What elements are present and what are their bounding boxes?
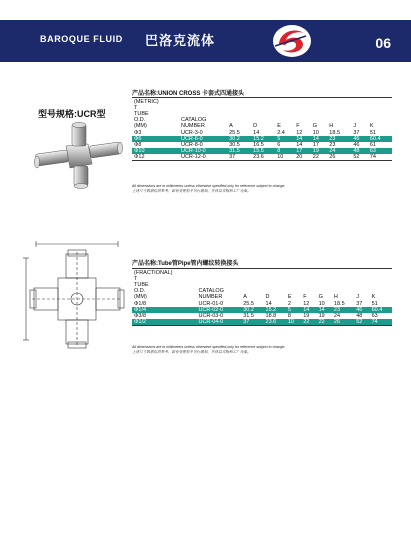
header-stripe [0,17,411,20]
dimension-cell: 52 [354,319,369,326]
table2-note-cn: 上述尺寸数据仅供参考，如有变更恕不另行通知，具体以实物和工厂为准。 [132,350,251,354]
table1-body [132,130,392,161]
dimension-cell: 23.6 [264,319,286,326]
dimension-cell: 74 [370,319,392,326]
col-header: G [312,123,318,129]
dimension-cell: 23 [327,136,351,142]
dimension-cell: 22 [301,319,316,326]
dimension-cell: 61 [369,142,376,148]
catalog-number-cell: UCR-12-0 [179,154,227,161]
page-number: 06 [375,35,391,51]
tube-od-cell: Φ12 [132,154,179,161]
dimension-cell: 19 [311,148,328,154]
dimension-cell: 30.2 [227,136,251,142]
dimension-cell: 22 [317,319,332,326]
dimension-cell: 14 [317,307,332,313]
catalog-header: CATALOG NUMBER [198,288,224,300]
dimension-cell: 19 [303,313,310,319]
col-header: A [229,123,233,129]
table1-note-en: All dimensions are in millimeters unless otherwise specified,only for reference subject to change. [132,184,286,188]
col-header: K [369,123,374,129]
dimension-cell: 16.5 [253,142,264,148]
col-header: D [253,123,258,129]
dimension-cell: 17 [312,142,319,148]
table1-note-cn: 上述尺寸数据仅供参考，如有变更恕不另行通知，具体以实物和工厂为准。 [132,189,251,193]
col-header: G [318,294,323,300]
catalog-number-cell: UCR-04-0 [196,319,241,326]
col-header: E [287,294,292,300]
tube-od-cell: Φ1/2 [132,319,196,326]
dimension-cell: 23.6 [251,154,275,161]
dimension-cell: 26 [332,319,354,326]
brand-name: BAROQUE FLUID [40,34,123,44]
dimension-cell: 14 [265,301,272,307]
brand-name-cn: 巴洛克流体 [145,33,216,48]
dimension-cell: 37 [227,154,251,161]
dimension-cell: 14 [311,136,328,142]
catalog-number-cell: UCR-02-0 [196,307,241,313]
table1-note [132,184,392,194]
dimension-cell: 63 [371,313,378,319]
dimension-cell: 14 [296,142,303,148]
dimension-cell: 51 [371,301,378,307]
company-logo [270,22,314,60]
dimension-cell: 48 [351,148,368,154]
dimension-cell: 30.5 [229,142,240,148]
col-header: J [353,123,357,129]
dimension-cell: 63 [368,148,392,154]
col-header: D [265,294,270,300]
dimension-cell: 48 [356,313,363,319]
dimension-cell: 37 [356,301,363,307]
dimension-cell: 8 [287,313,291,319]
dimension-cell: 5 [286,307,301,313]
dimension-cell: 30.2 [241,307,263,313]
dimension-cell: 12 [303,301,310,307]
dimension-cell: 2 [287,301,291,307]
col-header: F [296,123,300,129]
dimension-cell: 60.4 [370,307,392,313]
dimension-cell: 10 [275,154,294,161]
dimension-cell: 51 [369,130,376,136]
tube-od-cell: Φ10 [132,148,179,154]
dimension-cell: 46 [354,307,369,313]
dimension-cell: 52 [351,154,368,161]
dimension-cell: 26 [327,154,351,161]
union-cross-illustration [28,122,128,190]
header-bar [0,20,411,62]
dimension-cell: 14 [253,130,260,136]
tube-od-header: (FRACTIONAL) T TUBE O.D. (MM) [134,270,173,300]
dimension-cell: 2.4 [277,130,285,136]
model-label: 型号规格:UCR型 [38,109,106,119]
dimension-cell: 46 [353,142,360,148]
tube-od-cell: Φ8 [134,142,142,148]
dimension-cell: 74 [368,154,392,161]
tube-od-cell: Φ6 [132,136,179,142]
tube-od-cell: Φ3 [134,130,142,136]
dimension-cell: 23 [329,142,336,148]
dimension-cell: 6 [277,142,281,148]
tube-od-cell: Φ3/8 [134,313,147,319]
dimension-cell: 18.5 [329,130,341,136]
catalog-number-cell: UCR-01-0 [198,301,224,307]
dimension-cell: 15.5 [251,148,275,154]
catalog-number-cell: UCR-10-0 [179,148,227,154]
tube-od-cell: Φ1/8 [134,301,147,307]
dimension-cell: 22 [311,154,328,161]
col-header: H [329,123,334,129]
col-header: K [371,294,376,300]
union-cross-spec-table [132,97,392,161]
catalog-number-cell: UCR-03-0 [198,313,224,319]
dimension-cell: 23 [332,307,354,313]
dimension-cell: 10 [312,130,319,136]
dimension-cell: 12 [296,130,303,136]
dimension-cell: 25.5 [229,130,240,136]
col-header: J [356,294,359,300]
table-row [132,154,392,161]
dimension-cell: 10 [318,301,325,307]
col-header: E [277,123,281,129]
dimension-cell: 15.2 [251,136,275,142]
table-row [132,319,392,326]
dimension-cell: 60.4 [368,136,392,142]
union-cross-dimension-drawing [22,240,132,358]
dimension-cell: 20 [294,154,311,161]
dimension-cell: 24 [333,313,341,319]
table1-header-row [132,98,392,131]
tube-od-header: (METRIC) T TUBE O.D. (MM) [134,99,159,129]
table1-title: 产品名称:UNION CROSS 卡套式四通接头 [132,91,245,97]
table2-body [132,301,392,326]
tube-pipe-spec-table [132,268,392,326]
tube-od-cell: Φ1/4 [132,307,196,313]
table2-header-row [132,269,392,302]
dimension-cell: 17 [294,148,311,154]
dimension-cell: 46 [351,136,368,142]
catalog-number-cell: UCR-3-0 [180,130,203,136]
col-header: A [243,294,247,300]
dimension-cell: 31.5 [227,148,251,154]
dimension-cell: 37 [353,130,360,136]
dimension-cell: 18.8 [265,313,277,319]
dimension-cell: 5 [275,136,294,142]
dimension-cell: 18.5 [333,301,345,307]
dimension-cell: 31.5 [243,313,254,319]
dimension-cell: 25.5 [243,301,254,307]
catalog-header: CATALOG NUMBER [180,117,207,129]
table2-title: 产品名称:Tube管Pipe管内螺纹转换接头 [132,261,239,267]
dimension-cell: 14 [294,136,311,142]
dimension-cell: 8 [275,148,294,154]
dimension-cell: 37 [241,319,263,326]
dimension-cell: 14 [301,307,316,313]
catalog-number-cell: UCR-6-0 [179,136,227,142]
dimension-cell: 19 [318,313,325,319]
dimension-cell: 24 [327,148,351,154]
col-header: H [333,294,338,300]
col-header: F [303,294,307,300]
dimension-cell: 15.2 [264,307,286,313]
catalog-number-cell: UCR-8-0 [180,142,203,148]
dimension-cell: 10 [286,319,301,326]
table2-note-en: All dimensions are in millimeters unless otherwise specified,only for reference subject to change. [132,345,286,349]
table2-note [132,345,392,355]
